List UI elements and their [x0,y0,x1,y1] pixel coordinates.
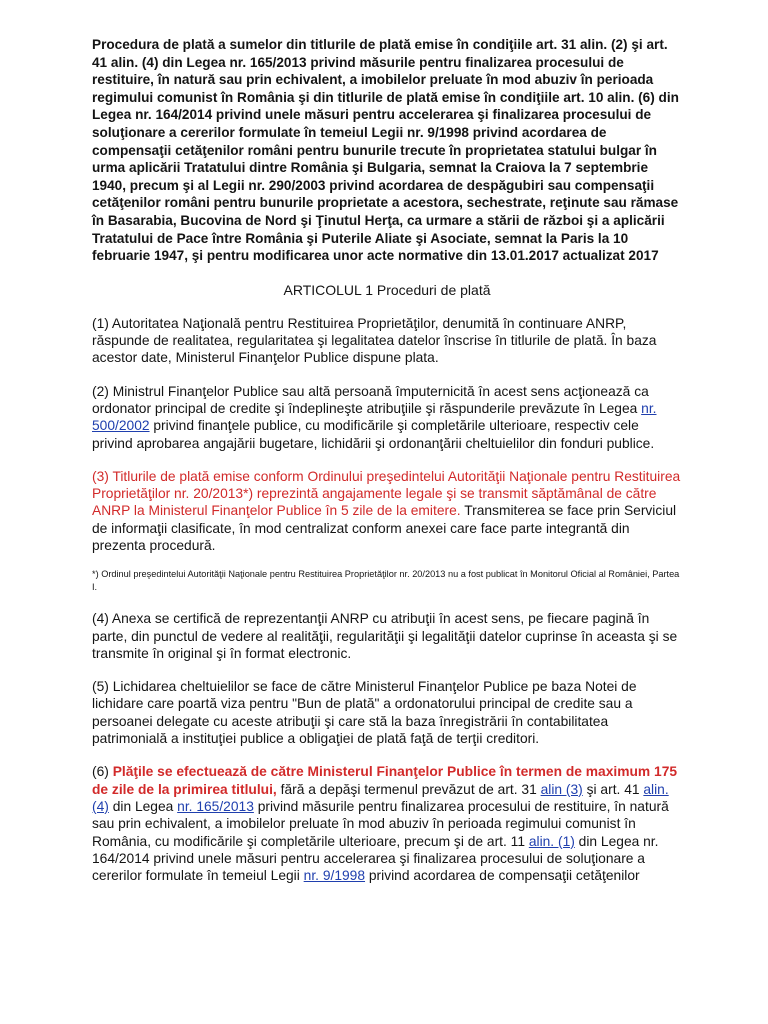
law-165-2013-link[interactable]: nr. 165/2013 [177,798,254,814]
document-title: Procedura de plată a sumelor din titlurile de plată emise în condiţiile art. 31 alin. (2) şi art. 41 alin. (4) din Legea nr. 165/2013 privind măsurile pentru finalizarea procesului de restituire, în natură sau prin echivalent, a imobilelor preluate în mod abuziv în perioada regimului comunist în România şi din titlurile de plată emise în condiţiile art. 10 alin. (6) din Legea nr. 164/2014 privind unele măsuri pentru accelerarea şi finalizarea procesului de soluţionare a cererilor formulate în temeiul Legii nr. 9/1998 privind acordarea de compensaţii cetăţenilor români pentru bunurile trecute în proprietatea statului bulgar în urma aplicării Tratatului dintre România şi Bulgaria, semnat la Craiova la 7 septembrie 1940, precum şi al Legii nr. 290/2003 privind acordarea de despăgubiri sau compensaţii cetăţenilor români pentru bunurile proprietate a acestora, sechestrate, reţinute sau rămase în Basarabia, Bucovina de Nord şi Ţinutul Herţa, ca urmare a stării de război şi a aplicării Tratatului de Pace între România şi Puterile Aliate şi Asociate, semnat la Paris la 10 februarie 1947, şi pentru modificarea unor acte normative din 13.01.2017 actualizat 2017 [92,37,679,264]
paragraph-2-text-after: privind finanţele publice, cu modificările şi completările ulterioare, respectiv cele privind aprobarea angajării bugetare, lichidării şi ordonanţării cheltuielilor din fonduri publice. [92,418,655,451]
paragraph-6-text-2: şi art. 41 [582,781,644,797]
alin-4-link[interactable]: alin. (4) [92,781,669,814]
article-heading: ARTICOLUL 1 Proceduri de plată [283,281,491,298]
paragraph-3-highlighted-text: (3) Titlurile de plată emise conform Ordinului preşedintelui Autorităţii Naţionale pentru Restituirea Proprietăţilor nr. 20/2013*) reprezintă angajamente legale şi se transmit săptămânal de către ANRP la Ministerul Finanţelor Publice în 5 zile de la emitere. [92,468,681,519]
paragraph-2 [92,383,682,452]
paragraph-6-text-6: privind acordarea de compensaţii cetăţenilor [365,868,640,884]
paragraph-4: (4) Anexa se certifică de reprezentanţii ANRP cu atribuţii în acest sens, pe fiecare pagină în parte, din punctul de vedere al realităţii, regularităţii şi legalităţii datelor cuprinse în aceasta şi se transmite în original şi în format electronic. [92,611,678,661]
paragraph-6 [92,763,682,884]
footnote: *) Ordinul preşedintelui Autorităţii Naţionale pentru Restituirea Proprietăţilor nr. 20/2013 nu a fost publicat în Monitorul Oficial al României, Partea I. [92,569,680,593]
alin-3-link[interactable]: alin (3) [540,781,583,797]
paragraph-6-text-1: fără a depăşi termenul prevăzut de art. 31 [276,781,541,797]
law-500-2002-link[interactable]: nr. 500/2002 [92,400,657,434]
paragraph-5: (5) Lichidarea cheltuielilor se face de către Ministerul Finanţelor Publice pe baza Notei de lichidare care poartă viza pentru "Bun de plată" a ordonatorului principal de credite sau a persoanei delegate cu aceste atribuţii şi care stă la baza înregistrării în contabilitatea patrimonială a instituţiei publice a obligaţiei de plată faţă de terţii creditori. [92,679,637,747]
paragraph-2-text-before: (2) Ministrul Finanţelor Publice sau altă persoană împuternicită în acest sens acţionează ca ordonator principal de credite şi îndeplineşte atribuţiile şi răspunderile prevăzute în Legea [92,383,649,416]
paragraph-6-text-5: din Legea nr. 164/2014 privind unele măsuri pentru accelerarea şi finalizarea procesului de soluţionare a cererilor formulate în temeiul Legii [92,833,659,884]
paragraph-1: (1) Autoritatea Naţională pentru Restituirea Proprietăţilor, denumită în continuare ANRP, răspunde de realitatea, regularitatea şi legalitatea datelor înscrise în titlurile de plată. În baza acestor date, Ministerul Finanţelor Publice dispune plata. [92,315,657,366]
paragraph-6-number: (6) [92,764,113,780]
paragraph-6-text-4: privind măsurile pentru finalizarea procesului de restituire, în natură sau prin echivalent, a imobilelor preluate în mod abuziv în perioada regimului comunist în România, cu modificările şi completările ulterioare, precum şi de art. 11 [92,798,669,849]
paragraph-6-highlighted-text: Plăţile se efectuează de către Ministerul Finanţelor Publice în termen de maximum 175 de zile de la primirea titlului, [92,764,678,797]
paragraph-6-text-3: din Legea [108,798,178,814]
alin-1-link[interactable]: alin. (1) [528,833,575,849]
law-9-1998-link[interactable]: nr. 9/1998 [303,868,366,884]
paragraph-3 [92,468,682,554]
paragraph-3-text: Transmiterea se face prin Serviciul de informaţii clasificate, în mod centralizat conform anexei care face parte integrantă din prezenta procedură. [92,503,677,553]
